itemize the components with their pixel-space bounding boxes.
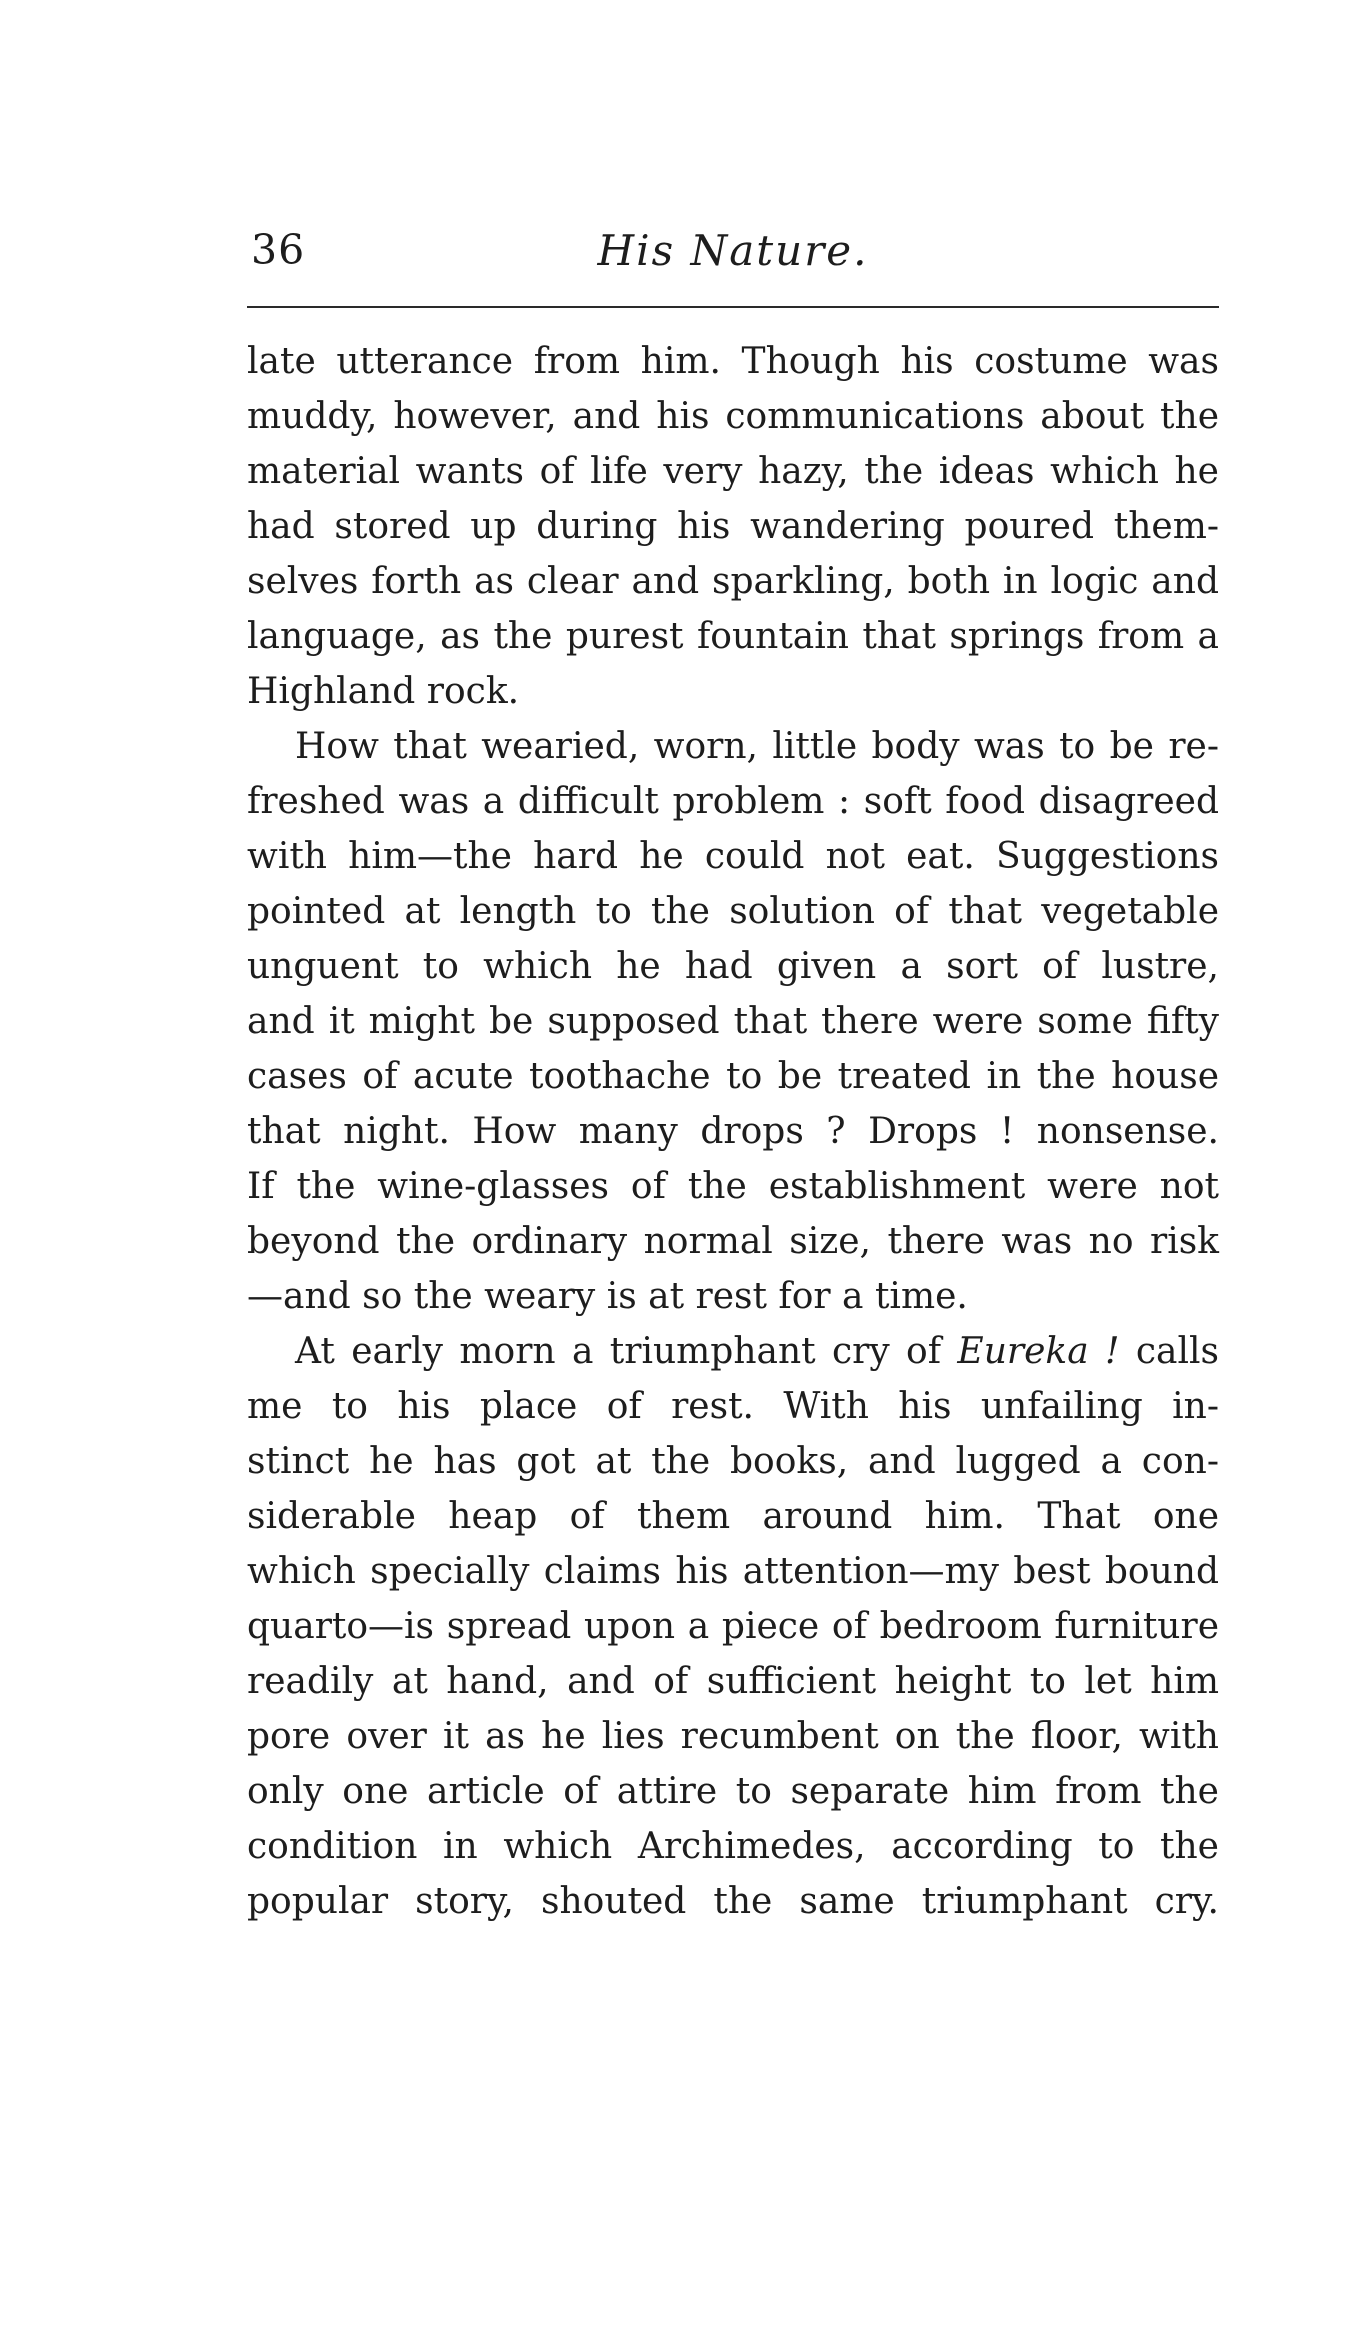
text-line: readily at hand, and of sufficient height to let him xyxy=(247,1661,1219,1702)
body-text xyxy=(247,334,1219,1929)
text-line: which specially claims his attention—my best bound xyxy=(247,1551,1219,1592)
italic-word: Eureka ! xyxy=(957,1331,1120,1372)
text-line: unguent to which he had given a sort of lustre, xyxy=(247,946,1219,987)
page-header xyxy=(247,226,1219,286)
text-line: me to his place of rest. With his unfailing in- xyxy=(247,1386,1219,1427)
text-line: quarto—is spread upon a piece of bedroom furniture xyxy=(247,1606,1219,1647)
text-line: material wants of life very hazy, the ideas which he xyxy=(247,451,1219,492)
text-line: siderable heap of them around him. That one xyxy=(247,1496,1219,1537)
text-line: freshed was a difficult problem : soft food disagreed xyxy=(247,781,1219,822)
text-line: and it might be supposed that there were some fifty xyxy=(247,1001,1219,1042)
text-line: cases of acute toothache to be treated in the house xyxy=(247,1056,1219,1097)
text-line: How that wearied, worn, little body was to be re- xyxy=(295,726,1219,767)
text-line: only one article of attire to separate him from the xyxy=(247,1771,1219,1812)
text-line: beyond the ordinary normal size, there was no risk xyxy=(247,1221,1219,1262)
text-line: selves forth as clear and sparkling, both in logic and xyxy=(247,561,1219,602)
running-head: His Nature. xyxy=(597,226,869,275)
text-line: condition in which Archimedes, according to the xyxy=(247,1826,1219,1867)
text-line: had stored up during his wandering poured them- xyxy=(247,506,1219,547)
text-line: —and so the weary is at rest for a time. xyxy=(247,1276,968,1317)
text-line: pointed at length to the solution of that vegetable xyxy=(247,891,1219,932)
text-line: late utterance from him. Though his costume was xyxy=(247,341,1219,382)
text-line: language, as the purest fountain that springs from a xyxy=(247,616,1219,657)
text-run: At early morn a triumphant cry of xyxy=(295,1331,958,1372)
header-rule xyxy=(247,306,1219,308)
text-line: pore over it as he lies recumbent on the floor, with xyxy=(247,1716,1219,1757)
book-page xyxy=(247,0,1219,2352)
text-line: muddy, however, and his communications about the xyxy=(247,396,1219,437)
text-line: popular story, shouted the same triumphant cry. xyxy=(247,1881,1219,1922)
text-line-with-italic xyxy=(247,1324,1219,1379)
text-line: stinct he has got at the books, and lugged a con- xyxy=(247,1441,1219,1482)
text-line: If the wine-glasses of the establishment were not xyxy=(247,1166,1219,1207)
text-line: with him—the hard he could not eat. Suggestions xyxy=(247,836,1219,877)
text-line: Highland rock. xyxy=(247,671,520,712)
text-line: that night. How many drops ? Drops ! nonsense. xyxy=(247,1111,1219,1152)
page-number: 36 xyxy=(251,226,306,274)
text-run: calls xyxy=(1119,1331,1220,1372)
